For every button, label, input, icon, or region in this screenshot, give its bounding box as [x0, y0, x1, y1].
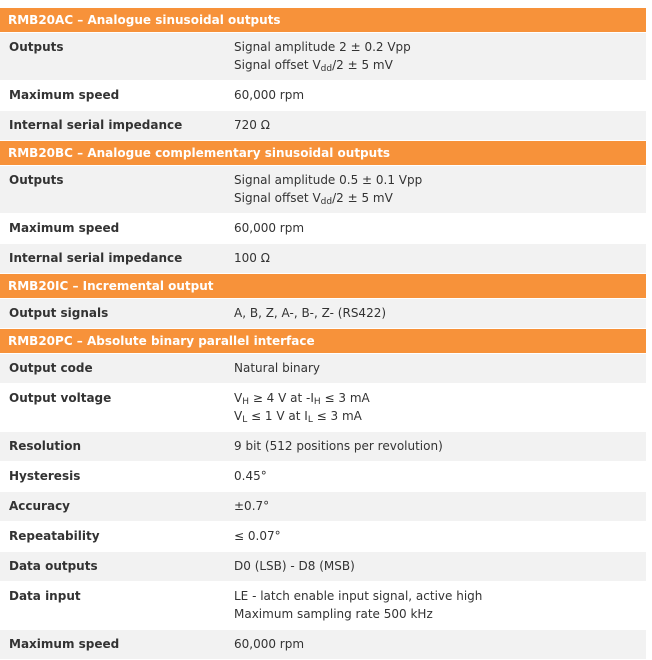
spec-value	[229, 635, 646, 653]
spec-row	[0, 111, 646, 141]
value-text: ≤ 3 mA	[320, 391, 370, 405]
spec-value	[229, 304, 646, 322]
spec-value-line: D0 (LSB) - D8 (MSB)	[234, 559, 355, 573]
section-header: RMB20AC – Analogue sinusoidal outputs	[0, 8, 646, 33]
spec-value-line	[234, 389, 646, 407]
spec-row	[0, 33, 646, 81]
spec-label: Data outputs	[9, 559, 98, 573]
spec-value-line: Natural binary	[234, 361, 321, 375]
value-subscript: L	[242, 415, 248, 425]
spec-label: Hysteresis	[9, 469, 81, 483]
spec-value-line: A, B, Z, A-, B-, Z- (RS422)	[234, 306, 387, 320]
spec-value-line: ≤ 0.07°	[234, 529, 281, 543]
spec-row	[0, 354, 646, 384]
spec-value	[229, 467, 646, 485]
spec-row	[0, 244, 646, 274]
spec-label: Output voltage	[9, 391, 112, 405]
spec-value-line	[234, 56, 646, 74]
spec-value-line: 100 Ω	[234, 251, 270, 265]
spec-label: Output signals	[9, 306, 109, 320]
spec-value	[229, 359, 646, 377]
spec-value-line: 9 bit (512 positions per revolution)	[234, 439, 443, 453]
spec-label: Maximum speed	[9, 637, 120, 651]
spec-label: Maximum speed	[9, 221, 120, 235]
spec-row	[0, 630, 646, 660]
value-subscript: dd	[320, 64, 333, 74]
spec-value	[229, 219, 646, 237]
spec-label: Accuracy	[9, 499, 71, 513]
spec-row	[0, 492, 646, 522]
spec-value	[229, 86, 646, 104]
value-text: V	[234, 391, 243, 405]
spec-value	[229, 437, 646, 455]
spec-row	[0, 81, 646, 111]
spec-label: Data input	[9, 589, 81, 603]
value-text: Signal offset V	[234, 191, 321, 205]
spec-value	[229, 557, 646, 575]
spec-row	[0, 299, 646, 329]
spec-label: Outputs	[9, 173, 64, 187]
spec-row	[0, 552, 646, 582]
spec-value	[229, 497, 646, 515]
spec-label: Maximum speed	[9, 88, 120, 102]
spec-label: Internal serial impedance	[9, 251, 183, 265]
spec-label: Internal serial impedance	[9, 118, 183, 132]
spec-value-line: 60,000 rpm	[234, 88, 305, 102]
spec-label: Resolution	[9, 439, 82, 453]
spec-label: Output code	[9, 361, 93, 375]
spec-value-line: 60,000 rpm	[234, 637, 305, 651]
spec-value-line: 60,000 rpm	[234, 221, 305, 235]
value-subscript: dd	[320, 197, 333, 207]
value-text: V	[234, 409, 243, 423]
value-text: ≤ 1 V at I	[247, 409, 308, 423]
section-header: RMB20BC – Analogue complementary sinusoidal outputs	[0, 141, 646, 166]
spec-value-line	[234, 189, 646, 207]
value-text: ≥ 4 V at -I	[249, 391, 314, 405]
spec-value	[229, 171, 646, 207]
spec-value-line: LE - latch enable input signal, active high	[234, 589, 483, 603]
spec-row	[0, 522, 646, 552]
spec-value-line: 720 Ω	[234, 118, 270, 132]
value-text: Signal offset V	[234, 58, 321, 72]
value-text: /2 ± 5 mV	[332, 58, 393, 72]
spec-label: Repeatability	[9, 529, 100, 543]
value-subscript: H	[242, 397, 249, 407]
value-subscript: L	[307, 415, 313, 425]
spec-value-line: Maximum sampling rate 500 kHz	[234, 607, 433, 621]
spec-value	[229, 116, 646, 134]
value-text: ≤ 3 mA	[312, 409, 362, 423]
spec-value	[229, 249, 646, 267]
value-text: /2 ± 5 mV	[332, 191, 393, 205]
spec-value-line	[234, 407, 646, 425]
spec-row	[0, 166, 646, 214]
spec-value	[229, 587, 646, 623]
spec-value	[229, 527, 646, 545]
value-subscript: H	[313, 397, 321, 407]
spec-value	[229, 389, 646, 425]
spec-value-line: 0.45°	[234, 469, 267, 483]
spec-value-line: ±0.7°	[234, 499, 270, 513]
spec-label: Outputs	[9, 40, 64, 54]
spec-row	[0, 462, 646, 492]
spec-row	[0, 384, 646, 432]
spec-value-line: Signal amplitude 2 ± 0.2 Vpp	[234, 40, 411, 54]
spec-row	[0, 214, 646, 244]
section-header: RMB20IC – Incremental output	[0, 274, 646, 299]
spec-table	[0, 8, 646, 660]
spec-row	[0, 582, 646, 630]
spec-row	[0, 432, 646, 462]
spec-value-line: Signal amplitude 0.5 ± 0.1 Vpp	[234, 173, 423, 187]
section-header: RMB20PC – Absolute binary parallel interface	[0, 329, 646, 354]
spec-value	[229, 38, 646, 74]
